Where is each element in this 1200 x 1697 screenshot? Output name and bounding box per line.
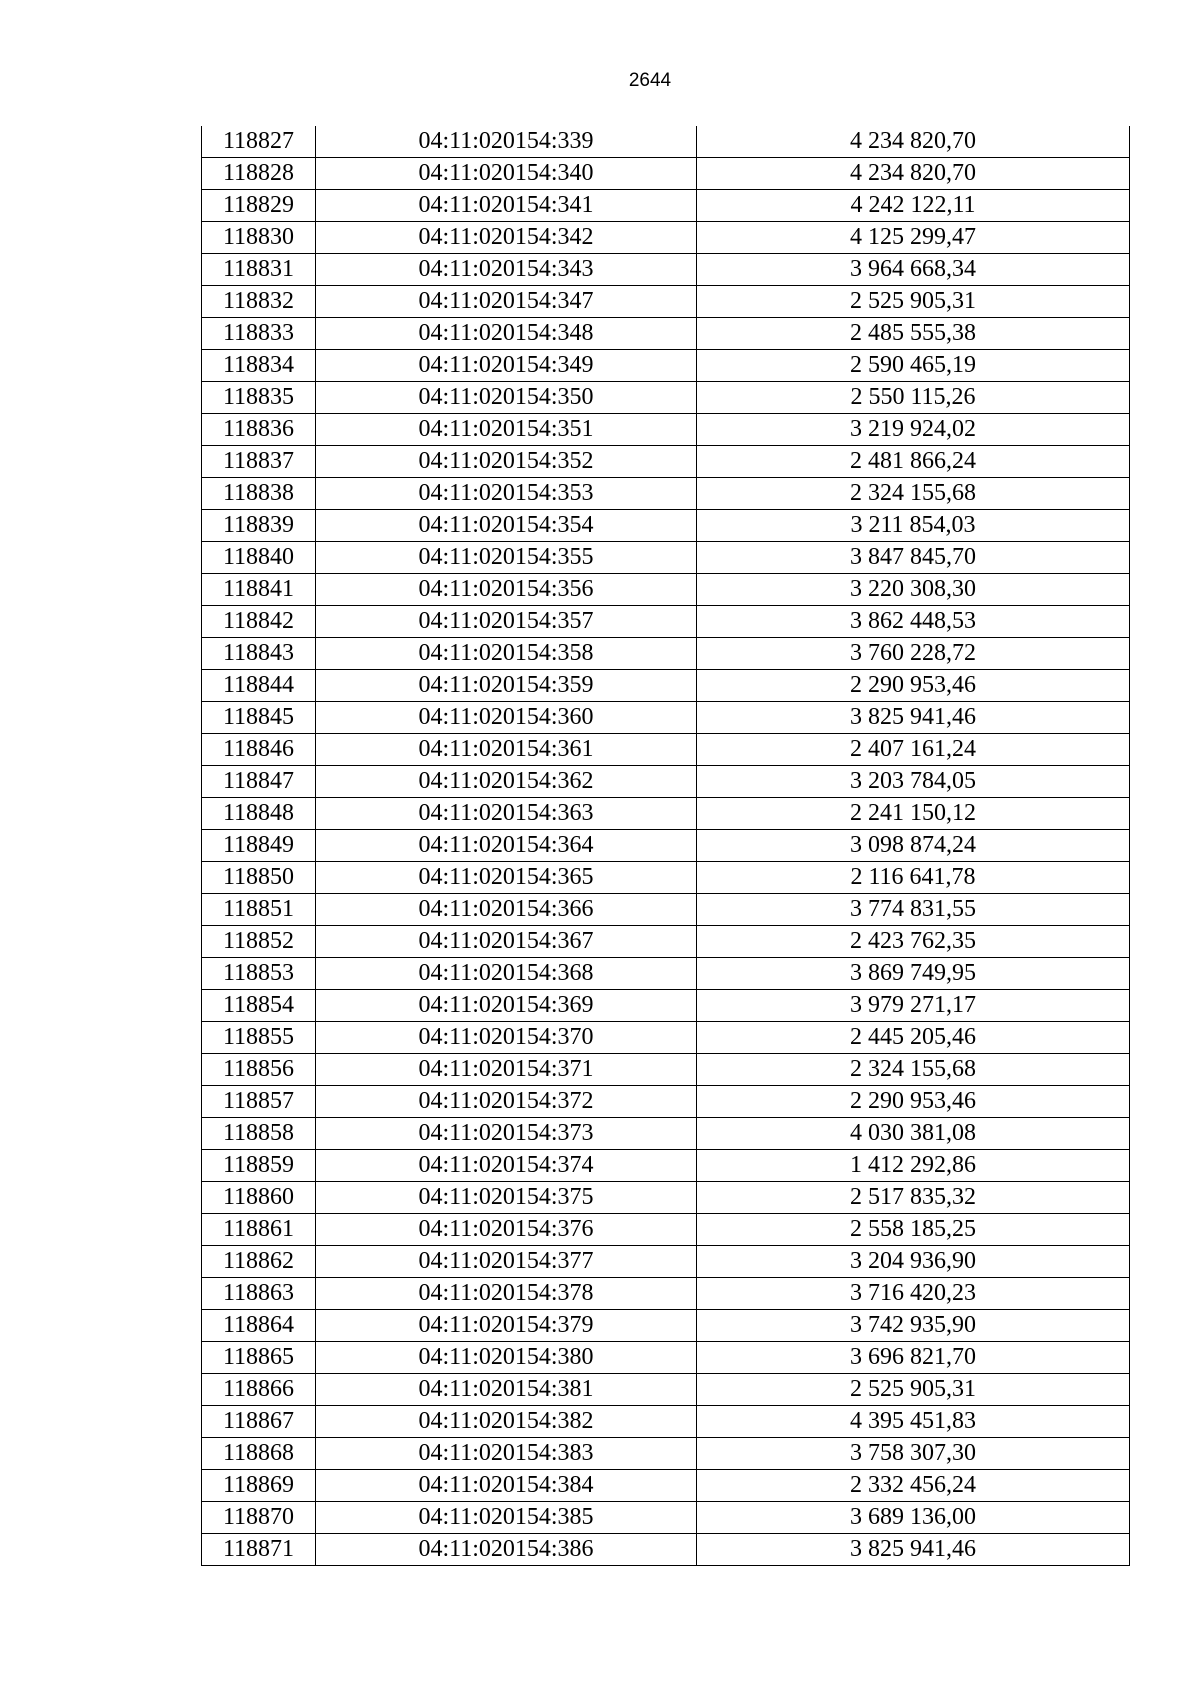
cadastral-value-cell: 4 242 122,11 (697, 190, 1130, 222)
cadastral-value-cell: 2 423 762,35 (697, 926, 1130, 958)
row-number-cell: 118839 (202, 510, 316, 542)
cadastral-value-cell: 3 760 228,72 (697, 638, 1130, 670)
row-number-cell: 118849 (202, 830, 316, 862)
table-row (202, 990, 1130, 1022)
cadastral-number-cell: 04:11:020154:374 (316, 1150, 697, 1182)
table-row (202, 414, 1130, 446)
page-number: 2644 (628, 70, 672, 91)
row-number-cell: 118862 (202, 1246, 316, 1278)
cadastral-value-cell: 4 395 451,83 (697, 1406, 1130, 1438)
row-number-cell: 118835 (202, 382, 316, 414)
table-row (202, 766, 1130, 798)
cadastral-number-cell: 04:11:020154:355 (316, 542, 697, 574)
cadastral-number-cell: 04:11:020154:357 (316, 606, 697, 638)
table-row (202, 382, 1130, 414)
table-row (202, 158, 1130, 190)
cadastral-value-cell: 3 964 668,34 (697, 254, 1130, 286)
table-row (202, 894, 1130, 926)
table-row (202, 446, 1130, 478)
cadastral-value-cell: 2 525 905,31 (697, 1374, 1130, 1406)
cadastral-value-cell: 3 203 784,05 (697, 766, 1130, 798)
cadastral-number-cell: 04:11:020154:340 (316, 158, 697, 190)
cadastral-value-cell: 3 825 941,46 (697, 1534, 1130, 1566)
row-number-cell: 118834 (202, 350, 316, 382)
cadastral-value-cell: 4 125 299,47 (697, 222, 1130, 254)
row-number-cell: 118844 (202, 670, 316, 702)
cadastral-number-cell: 04:11:020154:377 (316, 1246, 697, 1278)
cadastral-value-cell: 2 550 115,26 (697, 382, 1130, 414)
cadastral-number-cell: 04:11:020154:349 (316, 350, 697, 382)
cadastral-value-cell: 2 445 205,46 (697, 1022, 1130, 1054)
table-body (202, 126, 1130, 1566)
cadastral-value-cell: 2 116 641,78 (697, 862, 1130, 894)
table-row (202, 350, 1130, 382)
row-number-cell: 118845 (202, 702, 316, 734)
row-number-cell: 118854 (202, 990, 316, 1022)
cadastral-value-cell: 3 774 831,55 (697, 894, 1130, 926)
table-row (202, 670, 1130, 702)
cadastral-number-cell: 04:11:020154:364 (316, 830, 697, 862)
row-number-cell: 118852 (202, 926, 316, 958)
row-number-cell: 118858 (202, 1118, 316, 1150)
row-number-cell: 118830 (202, 222, 316, 254)
table-row (202, 286, 1130, 318)
cadastral-number-cell: 04:11:020154:342 (316, 222, 697, 254)
table-row (202, 126, 1130, 158)
table-row (202, 1118, 1130, 1150)
cadastral-number-cell: 04:11:020154:379 (316, 1310, 697, 1342)
cadastral-number-cell: 04:11:020154:369 (316, 990, 697, 1022)
row-number-cell: 118867 (202, 1406, 316, 1438)
table-row (202, 1086, 1130, 1118)
cadastral-number-cell: 04:11:020154:365 (316, 862, 697, 894)
row-number-cell: 118840 (202, 542, 316, 574)
table-row (202, 1534, 1130, 1566)
row-number-cell: 118857 (202, 1086, 316, 1118)
cadastral-value-cell: 2 558 185,25 (697, 1214, 1130, 1246)
table-row (202, 958, 1130, 990)
cadastral-value-cell: 2 241 150,12 (697, 798, 1130, 830)
cadastral-value-cell: 3 847 845,70 (697, 542, 1130, 574)
cadastral-value-cell: 4 030 381,08 (697, 1118, 1130, 1150)
cadastral-number-cell: 04:11:020154:354 (316, 510, 697, 542)
row-number-cell: 118829 (202, 190, 316, 222)
row-number-cell: 118851 (202, 894, 316, 926)
table-row (202, 254, 1130, 286)
row-number-cell: 118869 (202, 1470, 316, 1502)
table-row (202, 1054, 1130, 1086)
row-number-cell: 118838 (202, 478, 316, 510)
cadastral-value-cell: 3 098 874,24 (697, 830, 1130, 862)
cadastral-value-table (201, 126, 1130, 1566)
cadastral-value-cell: 2 290 953,46 (697, 1086, 1130, 1118)
cadastral-value-cell: 2 517 835,32 (697, 1182, 1130, 1214)
table-row (202, 1374, 1130, 1406)
cadastral-number-cell: 04:11:020154:368 (316, 958, 697, 990)
cadastral-number-cell: 04:11:020154:339 (316, 126, 697, 158)
cadastral-number-cell: 04:11:020154:356 (316, 574, 697, 606)
row-number-cell: 118856 (202, 1054, 316, 1086)
table-row (202, 478, 1130, 510)
table-row (202, 1438, 1130, 1470)
cadastral-number-cell: 04:11:020154:361 (316, 734, 697, 766)
cadastral-number-cell: 04:11:020154:359 (316, 670, 697, 702)
cadastral-value-cell: 2 324 155,68 (697, 1054, 1130, 1086)
row-number-cell: 118866 (202, 1374, 316, 1406)
cadastral-number-cell: 04:11:020154:371 (316, 1054, 697, 1086)
cadastral-value-cell: 3 220 308,30 (697, 574, 1130, 606)
row-number-cell: 118848 (202, 798, 316, 830)
table-row (202, 734, 1130, 766)
cadastral-number-cell: 04:11:020154:352 (316, 446, 697, 478)
row-number-cell: 118870 (202, 1502, 316, 1534)
cadastral-number-cell: 04:11:020154:383 (316, 1438, 697, 1470)
row-number-cell: 118836 (202, 414, 316, 446)
cadastral-number-cell: 04:11:020154:351 (316, 414, 697, 446)
cadastral-number-cell: 04:11:020154:353 (316, 478, 697, 510)
table-row (202, 830, 1130, 862)
table-row (202, 862, 1130, 894)
cadastral-value-cell: 2 324 155,68 (697, 478, 1130, 510)
table-row (202, 318, 1130, 350)
table-row (202, 606, 1130, 638)
table-row (202, 1278, 1130, 1310)
table-row (202, 1214, 1130, 1246)
cadastral-number-cell: 04:11:020154:360 (316, 702, 697, 734)
row-number-cell: 118861 (202, 1214, 316, 1246)
cadastral-value-cell: 3 825 941,46 (697, 702, 1130, 734)
cadastral-number-cell: 04:11:020154:375 (316, 1182, 697, 1214)
cadastral-value-cell: 3 204 936,90 (697, 1246, 1130, 1278)
table-row (202, 638, 1130, 670)
cadastral-number-cell: 04:11:020154:350 (316, 382, 697, 414)
row-number-cell: 118828 (202, 158, 316, 190)
table-row (202, 510, 1130, 542)
cadastral-value-cell: 3 696 821,70 (697, 1342, 1130, 1374)
cadastral-value-cell: 2 481 866,24 (697, 446, 1130, 478)
cadastral-value-cell: 3 742 935,90 (697, 1310, 1130, 1342)
table-row (202, 190, 1130, 222)
cadastral-number-cell: 04:11:020154:358 (316, 638, 697, 670)
table-row (202, 1182, 1130, 1214)
table-row (202, 1310, 1130, 1342)
row-number-cell: 118859 (202, 1150, 316, 1182)
row-number-cell: 118841 (202, 574, 316, 606)
table-row (202, 1406, 1130, 1438)
cadastral-number-cell: 04:11:020154:366 (316, 894, 697, 926)
cadastral-value-cell: 2 290 953,46 (697, 670, 1130, 702)
cadastral-number-cell: 04:11:020154:381 (316, 1374, 697, 1406)
row-number-cell: 118842 (202, 606, 316, 638)
cadastral-number-cell: 04:11:020154:384 (316, 1470, 697, 1502)
cadastral-number-cell: 04:11:020154:386 (316, 1534, 697, 1566)
cadastral-number-cell: 04:11:020154:348 (316, 318, 697, 350)
cadastral-number-cell: 04:11:020154:343 (316, 254, 697, 286)
cadastral-value-cell: 3 979 271,17 (697, 990, 1130, 1022)
cadastral-number-cell: 04:11:020154:362 (316, 766, 697, 798)
table-row (202, 542, 1130, 574)
cadastral-value-cell: 2 485 555,38 (697, 318, 1130, 350)
row-number-cell: 118850 (202, 862, 316, 894)
table-row (202, 926, 1130, 958)
cadastral-number-cell: 04:11:020154:378 (316, 1278, 697, 1310)
row-number-cell: 118843 (202, 638, 316, 670)
cadastral-number-cell: 04:11:020154:380 (316, 1342, 697, 1374)
row-number-cell: 118833 (202, 318, 316, 350)
row-number-cell: 118860 (202, 1182, 316, 1214)
table-row (202, 222, 1130, 254)
table-row (202, 1470, 1130, 1502)
cadastral-value-cell: 3 869 749,95 (697, 958, 1130, 990)
table-row (202, 798, 1130, 830)
row-number-cell: 118837 (202, 446, 316, 478)
cadastral-number-cell: 04:11:020154:367 (316, 926, 697, 958)
row-number-cell: 118863 (202, 1278, 316, 1310)
row-number-cell: 118868 (202, 1438, 316, 1470)
cadastral-number-cell: 04:11:020154:385 (316, 1502, 697, 1534)
cadastral-value-cell: 3 689 136,00 (697, 1502, 1130, 1534)
cadastral-value-cell: 2 590 465,19 (697, 350, 1130, 382)
cadastral-value-cell: 2 525 905,31 (697, 286, 1130, 318)
row-number-cell: 118832 (202, 286, 316, 318)
cadastral-value-cell: 4 234 820,70 (697, 158, 1130, 190)
cadastral-value-cell: 2 407 161,24 (697, 734, 1130, 766)
row-number-cell: 118847 (202, 766, 316, 798)
cadastral-number-cell: 04:11:020154:382 (316, 1406, 697, 1438)
row-number-cell: 118831 (202, 254, 316, 286)
cadastral-value-cell: 1 412 292,86 (697, 1150, 1130, 1182)
row-number-cell: 118855 (202, 1022, 316, 1054)
cadastral-number-cell: 04:11:020154:370 (316, 1022, 697, 1054)
row-number-cell: 118864 (202, 1310, 316, 1342)
cadastral-value-cell: 3 862 448,53 (697, 606, 1130, 638)
table-row (202, 702, 1130, 734)
table-row (202, 1150, 1130, 1182)
row-number-cell: 118853 (202, 958, 316, 990)
table-row (202, 574, 1130, 606)
table-row (202, 1502, 1130, 1534)
row-number-cell: 118846 (202, 734, 316, 766)
cadastral-number-cell: 04:11:020154:373 (316, 1118, 697, 1150)
cadastral-value-cell: 3 219 924,02 (697, 414, 1130, 446)
table-row (202, 1342, 1130, 1374)
cadastral-value-cell: 3 211 854,03 (697, 510, 1130, 542)
cadastral-number-cell: 04:11:020154:363 (316, 798, 697, 830)
cadastral-number-cell: 04:11:020154:372 (316, 1086, 697, 1118)
row-number-cell: 118871 (202, 1534, 316, 1566)
table-row (202, 1246, 1130, 1278)
cadastral-value-cell: 2 332 456,24 (697, 1470, 1130, 1502)
cadastral-value-cell: 4 234 820,70 (697, 126, 1130, 158)
cadastral-value-cell: 3 716 420,23 (697, 1278, 1130, 1310)
row-number-cell: 118865 (202, 1342, 316, 1374)
cadastral-number-cell: 04:11:020154:347 (316, 286, 697, 318)
cadastral-number-cell: 04:11:020154:341 (316, 190, 697, 222)
table-row (202, 1022, 1130, 1054)
cadastral-number-cell: 04:11:020154:376 (316, 1214, 697, 1246)
row-number-cell: 118827 (202, 126, 316, 158)
cadastral-value-cell: 3 758 307,30 (697, 1438, 1130, 1470)
